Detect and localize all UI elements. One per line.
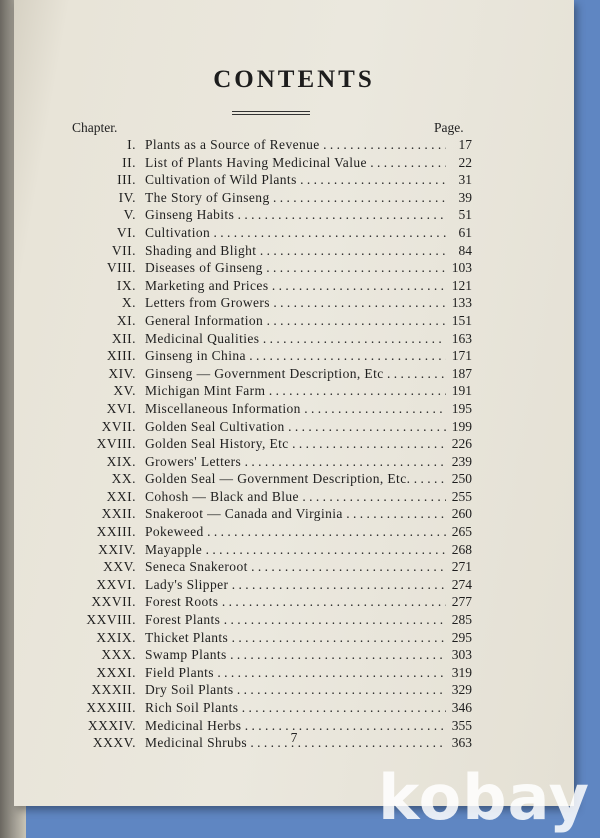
chapter-number: XXXV. xyxy=(92,735,136,751)
chapter-title: General Information . . . xyxy=(145,312,446,330)
chapter-page-number: 239 xyxy=(451,453,472,469)
chapter-page-number: 355 xyxy=(451,717,472,733)
toc-row xyxy=(14,593,574,611)
chapter-page-number: 295 xyxy=(451,629,472,645)
page-title: CONTENTS xyxy=(213,66,375,93)
toc-row xyxy=(14,294,574,312)
toc-row xyxy=(14,347,574,365)
chapter-title: Marketing and Prices . . . xyxy=(145,277,446,295)
toc-row xyxy=(14,576,574,594)
chapter-number: XIX. xyxy=(106,453,136,469)
toc-row xyxy=(14,189,574,207)
toc-row xyxy=(14,400,574,418)
chapter-title: Medicinal Qualities . . . xyxy=(145,330,446,348)
chapter-title: Letters from Growers . . . xyxy=(145,294,446,312)
chapter-title: Shading and Blight . . . xyxy=(145,242,446,260)
chapter-title: Golden Seal History, Etc . . . xyxy=(145,435,446,453)
chapter-title: Golden Seal Cultivation . . . xyxy=(145,418,446,436)
chapter-title: Pokeweed . . . xyxy=(145,523,446,541)
toc-row xyxy=(14,136,574,154)
chapter-page-number: 274 xyxy=(451,576,472,592)
chapter-number: XXVIII. xyxy=(86,612,136,628)
chapter-page-number: 103 xyxy=(451,260,472,276)
title-underline xyxy=(232,111,310,115)
toc-row xyxy=(14,206,574,224)
chapter-page-number: 329 xyxy=(451,682,472,698)
watermark-logo: kobay xyxy=(378,761,590,834)
chapter-page-number: 277 xyxy=(451,594,472,610)
chapter-title: Medicinal Herbs . . . xyxy=(145,717,446,735)
toc-row xyxy=(14,453,574,471)
chapter-page-number: 363 xyxy=(451,735,472,751)
chapter-page-number: 303 xyxy=(451,647,472,663)
chapter-number: II. xyxy=(122,154,136,170)
chapter-title: List of Plants Having Medicinal Value . . . xyxy=(145,154,446,172)
toc-row xyxy=(14,505,574,523)
chapter-number: VI. xyxy=(116,224,136,240)
chapter-number: X. xyxy=(121,295,136,311)
toc-row xyxy=(14,330,574,348)
chapter-number: XVI. xyxy=(106,400,136,416)
chapter-number: XXI. xyxy=(106,488,136,504)
chapter-number: I. xyxy=(127,137,136,152)
toc-row xyxy=(14,681,574,699)
chapter-page-number: 61 xyxy=(458,224,472,240)
chapter-page-number: 255 xyxy=(451,488,472,504)
chapter-page-number: 187 xyxy=(451,365,472,381)
chapter-title: Forest Plants . . . xyxy=(145,611,446,629)
chapter-page-number: 265 xyxy=(451,524,472,540)
chapter-page-number: 195 xyxy=(451,400,472,416)
chapter-title: Forest Roots . . . xyxy=(145,593,446,611)
toc-row xyxy=(14,154,574,172)
page-number: 7 xyxy=(290,730,298,745)
chapter-title: The Story of Ginseng . . . xyxy=(145,189,446,207)
chapter-number: V. xyxy=(123,207,136,223)
chapter-page-number: 319 xyxy=(451,664,472,680)
chapter-page-number: 84 xyxy=(458,242,472,258)
chapter-number: XXXIII. xyxy=(86,700,136,715)
page-column-header: Page. xyxy=(434,120,464,135)
chapter-number: XXIV. xyxy=(98,541,136,557)
toc-row xyxy=(14,629,574,647)
chapter-page-number: 133 xyxy=(451,295,472,311)
chapter-title: Mayapple . . . xyxy=(145,541,446,559)
chapter-title: Swamp Plants . . . xyxy=(145,646,446,664)
chapter-number: XXVI. xyxy=(96,576,136,592)
chapter-title: Cohosh — Black and Blue . . . xyxy=(145,488,446,506)
chapter-number: VII. xyxy=(111,242,136,258)
chapter-page-number: 285 xyxy=(451,612,472,628)
toc-row xyxy=(14,382,574,400)
chapter-number: XVII. xyxy=(101,418,136,434)
chapter-number: XI. xyxy=(116,312,136,328)
chapter-title: Snakeroot — Canada and Virginia . . . xyxy=(145,505,446,523)
chapter-title: Cultivation . . . xyxy=(145,224,446,242)
toc-row xyxy=(14,699,574,717)
chapter-page-number: 271 xyxy=(451,559,472,575)
chapter-title: Cultivation of Wild Plants . . . xyxy=(145,171,446,189)
chapter-title: Ginseng in China . . . xyxy=(145,347,446,365)
toc-row xyxy=(14,523,574,541)
chapter-number: XXXIV. xyxy=(87,717,136,733)
chapter-title: Medicinal Shrubs . . . xyxy=(145,734,446,752)
chapter-number: XX. xyxy=(111,471,136,487)
toc-row xyxy=(14,171,574,189)
toc-row xyxy=(14,224,574,242)
chapter-page-number: 22 xyxy=(458,154,472,170)
chapter-page-number: 250 xyxy=(451,471,472,487)
toc-row xyxy=(14,259,574,277)
toc-row xyxy=(14,418,574,436)
chapter-page-number: 260 xyxy=(451,506,472,522)
chapter-page-number: 163 xyxy=(451,330,472,346)
chapter-title: Miscellaneous Information . . . xyxy=(145,400,446,418)
chapter-page-number: 151 xyxy=(451,312,472,328)
chapter-number: XXIII. xyxy=(96,524,136,540)
chapter-number: XXIX. xyxy=(96,629,136,645)
chapter-number: XXV. xyxy=(103,559,136,575)
toc-row xyxy=(14,435,574,453)
chapter-title: Diseases of Ginseng . . . xyxy=(145,259,446,277)
toc-row xyxy=(14,664,574,682)
book-page xyxy=(14,0,574,806)
chapter-page-number: 17 xyxy=(458,137,472,152)
chapter-number: III. xyxy=(117,172,136,188)
toc-row xyxy=(14,488,574,506)
toc-row xyxy=(14,541,574,559)
toc-row xyxy=(14,646,574,664)
chapter-number: XXVII. xyxy=(91,594,136,610)
chapter-number: XXXI. xyxy=(96,664,136,680)
chapter-page-number: 31 xyxy=(458,172,472,188)
chapter-page-number: 268 xyxy=(451,541,472,557)
toc-row xyxy=(14,365,574,383)
chapter-title: Ginseng — Government Description, Etc . . . xyxy=(145,365,446,383)
toc-row xyxy=(14,470,574,488)
chapter-title: Thicket Plants . . . xyxy=(145,629,446,647)
toc-row xyxy=(14,312,574,330)
chapter-title: Plants as a Source of Revenue . . . xyxy=(145,136,446,154)
chapter-title: Michigan Mint Farm . . . xyxy=(145,382,446,400)
chapter-number: IV. xyxy=(118,189,136,205)
chapter-number: XVIII. xyxy=(96,436,136,452)
chapter-number: VIII. xyxy=(106,260,136,276)
toc-row xyxy=(14,558,574,576)
chapter-title: Golden Seal — Government Description, Etc. . . . xyxy=(145,470,446,488)
chapter-number: XII. xyxy=(111,330,136,346)
chapter-number: XIV. xyxy=(108,365,136,381)
chapter-page-number: 39 xyxy=(458,189,472,205)
toc-row xyxy=(14,611,574,629)
chapter-page-number: 171 xyxy=(451,348,472,364)
chapter-page-number: 199 xyxy=(451,418,472,434)
chapter-title: Field Plants . . . xyxy=(145,664,446,682)
chapter-page-number: 346 xyxy=(451,700,472,715)
toc-row xyxy=(14,277,574,295)
chapter-number: XXII. xyxy=(101,506,136,522)
chapter-title: Dry Soil Plants . . . xyxy=(145,681,446,699)
chapter-page-number: 121 xyxy=(451,277,472,293)
toc-row xyxy=(14,242,574,260)
chapter-column-header: Chapter. xyxy=(72,120,118,135)
chapter-title: Seneca Snakeroot . . . xyxy=(145,558,446,576)
chapter-title: Rich Soil Plants . . . xyxy=(145,699,446,717)
chapter-title: Growers' Letters . . . xyxy=(145,453,446,471)
chapter-page-number: 226 xyxy=(451,436,472,452)
chapter-number: XXXII. xyxy=(91,682,136,698)
chapter-number: XXX. xyxy=(101,647,136,663)
chapter-title: Lady's Slipper . . . xyxy=(145,576,446,594)
chapter-title: Ginseng Habits . . . xyxy=(145,206,446,224)
chapter-number: IX. xyxy=(116,277,136,293)
table-of-contents xyxy=(14,136,574,752)
chapter-number: XV. xyxy=(113,383,136,399)
chapter-page-number: 191 xyxy=(451,383,472,399)
chapter-page-number: 51 xyxy=(458,207,472,223)
chapter-number: XIII. xyxy=(106,348,136,364)
